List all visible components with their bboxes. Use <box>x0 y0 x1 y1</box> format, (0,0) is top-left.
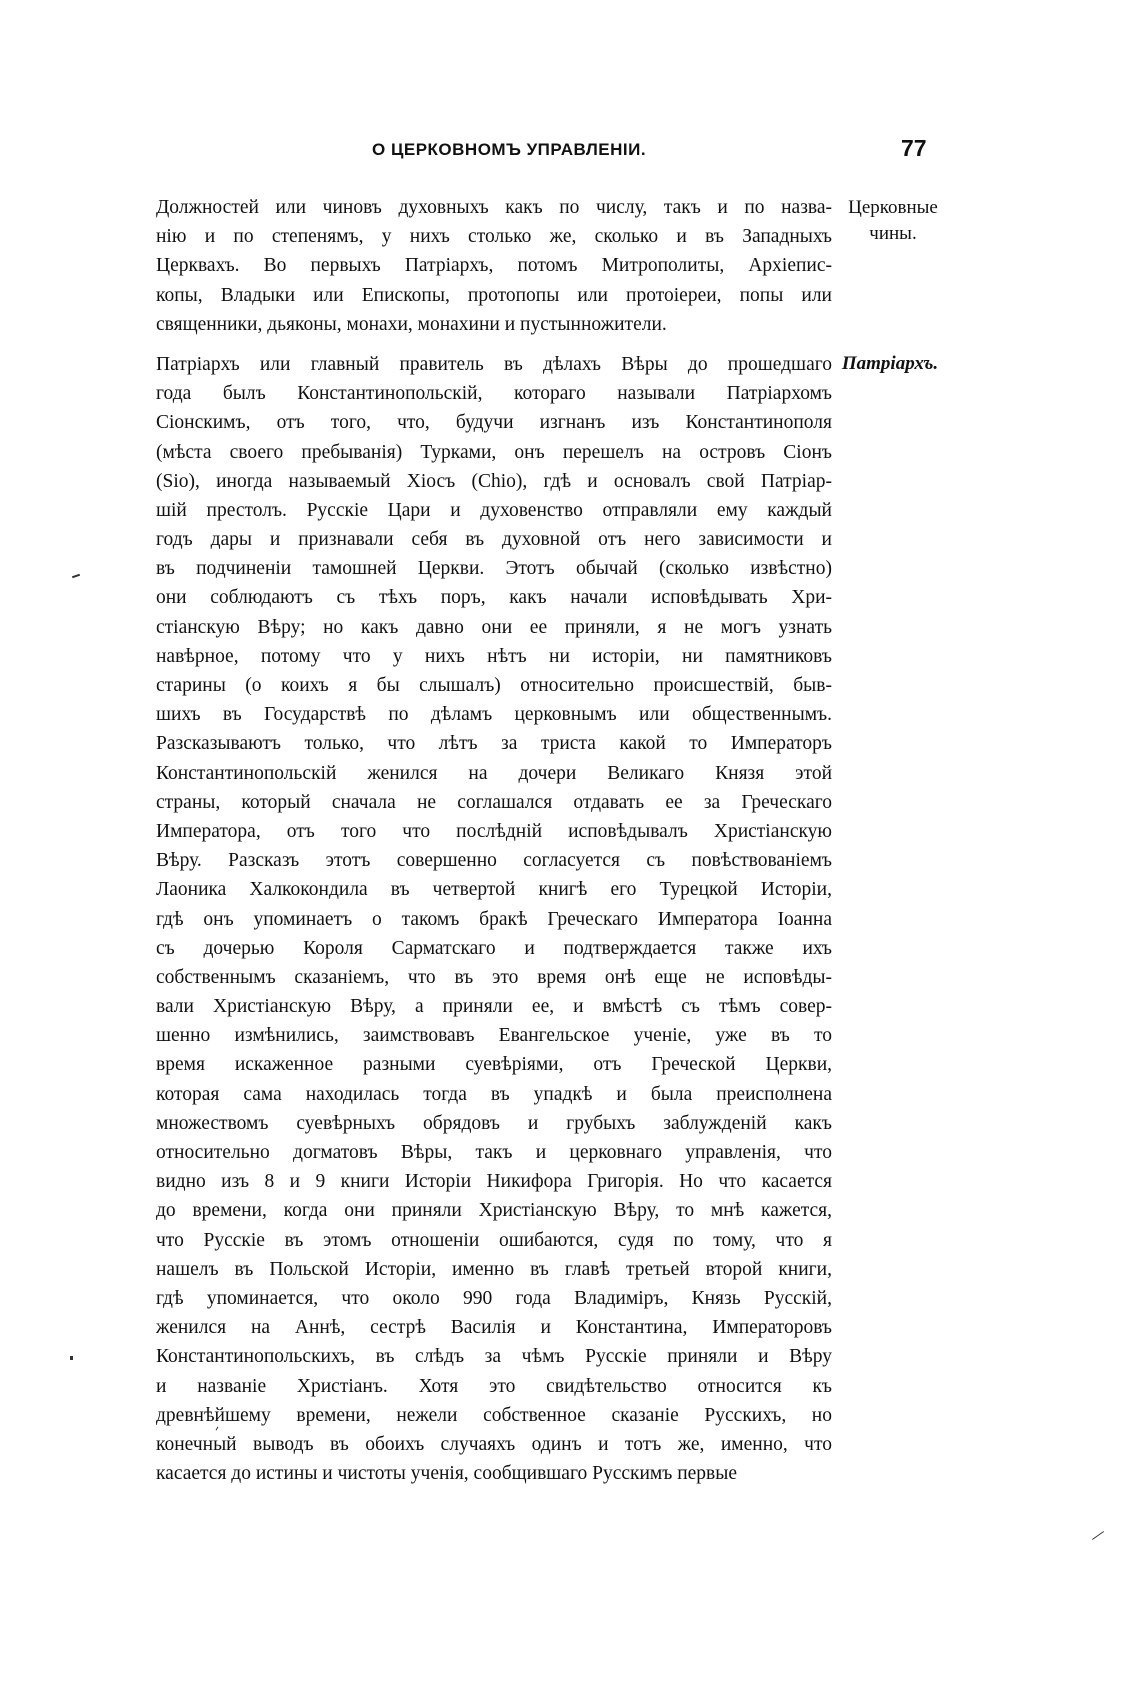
running-head <box>0 135 1140 170</box>
text-line: (Sio), иногда называемый Хiосъ (Chio), гдѣ и основалъ свой Патрiар- <box>156 470 832 492</box>
text-line: (мѣста своего пребыванiя) Турками, онъ перешелъ на островъ Сiонъ <box>156 441 832 463</box>
text-line: Разсказываютъ только, что лѣтъ за триста какой то Императоръ <box>156 733 832 755</box>
text-line: Должностей или чиновъ духовныхъ какъ по числу, такъ и по назва- <box>156 197 832 218</box>
text-line: Патрiархъ или главный правитель въ дѣлахъ Вѣры до прошедшаго <box>156 353 832 375</box>
text-line: съ дочерью Короля Сарматскаго и подтверждается также ихъ <box>156 937 832 959</box>
text-line: до времени, когда они приняли Христiанскую Вѣру, то мнѣ кажется, <box>156 1200 832 1222</box>
scan-speck <box>1092 1531 1104 1540</box>
text-line: годъ дары и признавали себя въ духовной отъ него зависимости и <box>156 529 832 551</box>
text-line: и названiе Христiанъ. Хотя это свидѣтельство относится къ <box>156 1375 832 1397</box>
running-title: О ЦЕРКОВНОМЪ УПРАВЛЕНIИ. <box>372 140 647 159</box>
text-line: въ подчиненiи тамошней Церкви. Этотъ обычай (сколько извѣстно) <box>156 558 832 580</box>
text-line: шiй престолъ. Русскiе Цари и духовенство отправляли ему каждый <box>156 499 832 521</box>
text-line: навѣрное, потому что у нихъ нѣтъ ни исторiи, ни памятниковъ <box>156 645 832 667</box>
text-line: собственнымъ сказанiемъ, что въ это время онѣ еще не исповѣды- <box>156 966 832 988</box>
scan-speck <box>70 1356 73 1360</box>
text-line: женился на Аннѣ, сестрѣ Василiя и Константина, Императоровъ <box>156 1317 832 1339</box>
text-line: что Русскiе въ этомъ отношенiи ошибаются, судя по тому, что я <box>156 1229 832 1251</box>
text-line: нiю и по степенямъ, у нихъ столько же, сколько и въ Западныхъ <box>156 226 832 248</box>
text-line: Константинопольскихъ, въ слѣдъ за чѣмъ Русскiе приняли и Вѣру <box>156 1346 832 1368</box>
text-line: Сiонскимъ, отъ того, что, будучи изгнанъ изъ Константинополя <box>156 412 832 434</box>
text-line: Церквахъ. Во первыхъ Патрiархъ, потомъ Митрополиты, Архiепис- <box>156 255 832 277</box>
margin-note-church-ranks: Церковные чины. <box>848 197 938 244</box>
scan-speck <box>72 574 80 579</box>
text-line: Лаоника Халкокондила въ четвертой книгѣ его Турецкой Исторiи, <box>156 879 832 901</box>
paragraph-patriarch <box>156 350 832 1488</box>
page-number: 77 <box>901 135 927 161</box>
text-line: страны, который сначала не соглашался отдавать ее за Греческаго <box>156 791 832 813</box>
paragraph-church-ranks <box>156 193 832 339</box>
text-line: года былъ Константинопольскiй, котораго называли Патрiархомъ <box>156 383 832 405</box>
text-line: которая сама находилась тогда въ упадкѣ и была преисполнена <box>156 1083 832 1105</box>
text-line: они соблюдаютъ съ тѣхъ поръ, какъ начали исповѣдывать Хри- <box>156 587 832 609</box>
text-line: гдѣ онъ упоминаетъ о такомъ бракѣ Греческаго Императора Iоанна <box>156 908 832 930</box>
text-line: священники, дьяконы, монахи, монахини и пустынножители. <box>156 313 667 335</box>
text-line: множествомъ суевѣрныхъ обрядовъ и грубыхъ заблужденiй какъ <box>156 1112 832 1134</box>
text-line: шихъ въ Государствѣ по дѣламъ церковнымъ или общественнымъ. <box>156 704 832 726</box>
text-line: гдѣ упоминается, что около 990 года Владимiръ, Князь Русскiй, <box>156 1287 832 1309</box>
text-line: видно изъ 8 и 9 книги Исторiи Никифора Григорiя. Но что касается <box>156 1171 832 1193</box>
text-line: нашелъ въ Польской Исторiи, именно въ главѣ третьей второй книги, <box>156 1258 832 1280</box>
text-line: копы, Владыки или Епископы, протопопы или протоiереи, попы или <box>156 284 832 306</box>
margin-note-patriarch: Патрiархъ. <box>841 353 939 374</box>
text-line: стiанскую Вѣру; но какъ давно они ее приняли, я не могъ узнать <box>156 616 832 638</box>
text-line: древнѣйшему времени, нежели собственное сказанiе Русскихъ, но <box>156 1404 832 1426</box>
text-line: Императора, отъ того что послѣднiй исповѣдывалъ Христiанскую <box>156 820 832 842</box>
text-line: шенно измѣнились, заимствовавъ Евангельское ученiе, уже въ то <box>156 1025 832 1047</box>
text-line: старины (о коихъ я бы слышалъ) относительно происшествiй, быв- <box>156 675 832 696</box>
text-line: касается до истины и чистоты ученiя, сообщившаго Русскимъ первые <box>156 1463 738 1485</box>
text-line: конечный выводъ въ обоихъ случаяхъ одинъ и тотъ же, именно, что <box>156 1433 832 1455</box>
text-line: Вѣру. Разсказъ этотъ совершенно согласуется съ повѣствованiемъ <box>156 850 832 872</box>
body-text <box>156 193 832 1488</box>
text-line: вали Христiанскую Вѣру, а приняли ее, и вмѣстѣ съ тѣмъ совер- <box>156 996 832 1018</box>
text-line: Константинопольскiй женился на дочери Великаго Князя этой <box>156 762 832 784</box>
text-line: время искаженное разными суевѣрiями, отъ Греческой Церкви, <box>156 1054 832 1076</box>
text-line: относительно догматовъ Вѣры, такъ и церковнаго управленiя, что <box>156 1142 832 1163</box>
